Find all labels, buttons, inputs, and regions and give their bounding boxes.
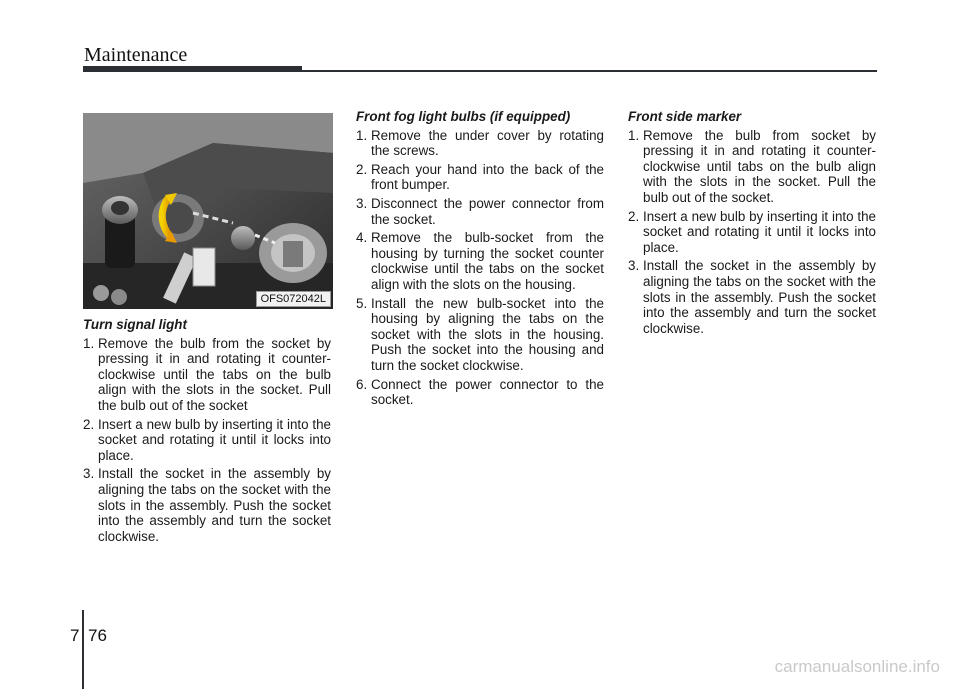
list-item: 6. Connect the power connector to the socket.: [356, 376, 604, 408]
list-item: 2. Reach your hand into the back of the front bumper.: [356, 161, 604, 193]
side-marker-title: Front side marker: [628, 109, 742, 124]
list-item: 1. Remove the under cover by rotating the screws.: [356, 127, 604, 159]
list-item: 1. Remove the bulb from the socket by pressing it in and rotating it counter-clockwise until the tabs on the bulb align with the slots in the socket. Pull the bulb out of the socket: [83, 335, 331, 413]
turn-signal-title: Turn signal light: [83, 317, 187, 332]
list-item: 3. Disconnect the power connector from the socket.: [356, 195, 604, 227]
footer-divider: [82, 610, 84, 689]
watermark: carmanualsonline.info: [774, 657, 940, 676]
figure-code-label: OFS072042L: [256, 291, 331, 307]
side-marker-section: [628, 109, 876, 339]
header-rule-thin: [302, 70, 877, 72]
list-item: 3. Install the socket in the assembly by aligning the tabs on the socket with the slots in the assembly. Push the socket into the assembly and turn the socket clockwise.: [628, 258, 876, 336]
turn-signal-figure: [83, 113, 333, 309]
fog-light-title: Front fog light bulbs (if equipped): [356, 109, 571, 124]
fog-light-steps: [356, 128, 604, 408]
list-item: 3. Install the socket in the assembly by aligning the tabs on the socket with the slots in the assembly. Push the socket into the assembly and turn the socket clockwise.: [83, 466, 331, 544]
list-item: 2. Insert a new bulb by inserting it into the socket and rotating it until it locks into place.: [628, 208, 876, 255]
list-item: 1. Remove the bulb from socket by pressing it in and rotating it counter-clockwise until tabs on the bulb align with the slots in the socket. Pull the bulb out of the socket.: [628, 127, 876, 205]
turn-signal-section: [83, 317, 331, 547]
side-marker-steps: [628, 128, 876, 337]
engine-bay-illustration: [83, 113, 333, 309]
turn-signal-steps: [83, 336, 331, 545]
list-item: 4. Remove the bulb-socket from the housing by turning the socket counter clockwise until the tabs on the socket align with the slots on the housing.: [356, 230, 604, 292]
list-item: 2. Insert a new bulb by inserting it into the socket and rotating it until it locks into place.: [83, 416, 331, 463]
fog-light-section: [356, 109, 604, 411]
page-header-title: Maintenance: [84, 44, 188, 66]
list-item: 5. Install the new bulb-socket into the housing by aligning the tabs on the socket with the slots in the housing. Push the socket into the housing and turn the socket clockwise.: [356, 295, 604, 373]
header-rule-thick: [83, 66, 302, 72]
page-number: 76: [88, 626, 107, 645]
chapter-number: 7: [70, 626, 80, 645]
